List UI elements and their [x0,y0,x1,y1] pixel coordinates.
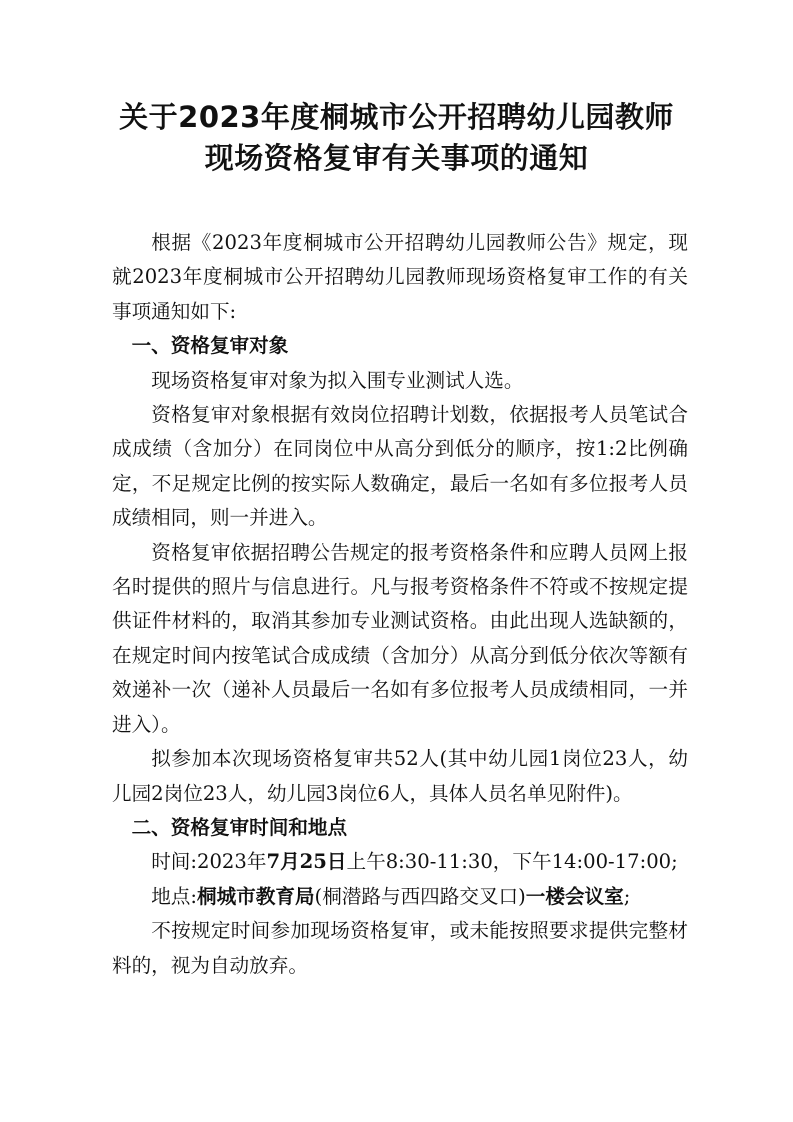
section-1-paragraph-4: 拟参加本次现场资格复审共52人(其中幼儿园1岗位23人，幼儿园2岗位23人，幼儿园3岗位6人，具体人员名单见附件)。 [112,747,688,805]
document-title-line-2: 现场资格复审有关事项的通知 [204,141,589,175]
document-title-line-1: 关于2023年度桐城市公开招聘幼儿园教师 [119,100,674,134]
place-label: 地点: [151,884,197,908]
place-address: (桐潜路与西四路交叉口) [314,884,526,908]
place-end: ; [623,884,631,908]
time-label: 时间:2023年 [151,850,267,874]
time-detail: 上午8:30-11:30，下午14:00-17:00; [346,850,678,874]
section-1-heading: 一、资格复审对象 [131,334,289,358]
section-1-paragraph-3: 资格复审依据招聘公告规定的报考资格条件和应聘人员网上报名时提供的照片与信息进行。凡与报考资格条件不符或不按规定提供证件材料的，取消其参加专业测试资格。由此出现人选缺额的，在规定时间内按笔试合成成绩（含加分）从高分到低分依次等额有效递补一次（递补人员最后一名如有多位报考人员成绩相同，一并进入）。 [112,540,688,736]
time-date: 7月25日 [266,850,347,874]
section-2-heading: 二、资格复审时间和地点 [131,815,348,839]
time-line [112,845,688,879]
document-body [112,226,688,983]
section-2-closing-paragraph: 不按规定时间参加现场资格复审，或未能按照要求提供完整材料的，视为自动放弃。 [112,919,688,977]
intro-paragraph: 根据《2023年度桐城市公开招聘幼儿园教师公告》规定，现就2023年度桐城市公开招聘幼儿园教师现场资格复审工作的有关事项通知如下: [112,231,688,323]
section-1-paragraph-2: 资格复审对象根据有效岗位招聘计划数，依据报考人员笔试合成成绩（含加分）在同岗位中从高分到低分的顺序，按1:2比例确定，不足规定比例的按实际人数确定，最后一名如有多位报考人员成绩相同，则一并进入。 [112,403,688,530]
section-1-paragraph-1: 现场资格复审对象为拟入围专业测试人选。 [151,368,524,392]
place-line [112,880,688,914]
place-room: 一楼会议室 [525,884,624,908]
place-name: 桐城市教育局 [196,884,315,908]
